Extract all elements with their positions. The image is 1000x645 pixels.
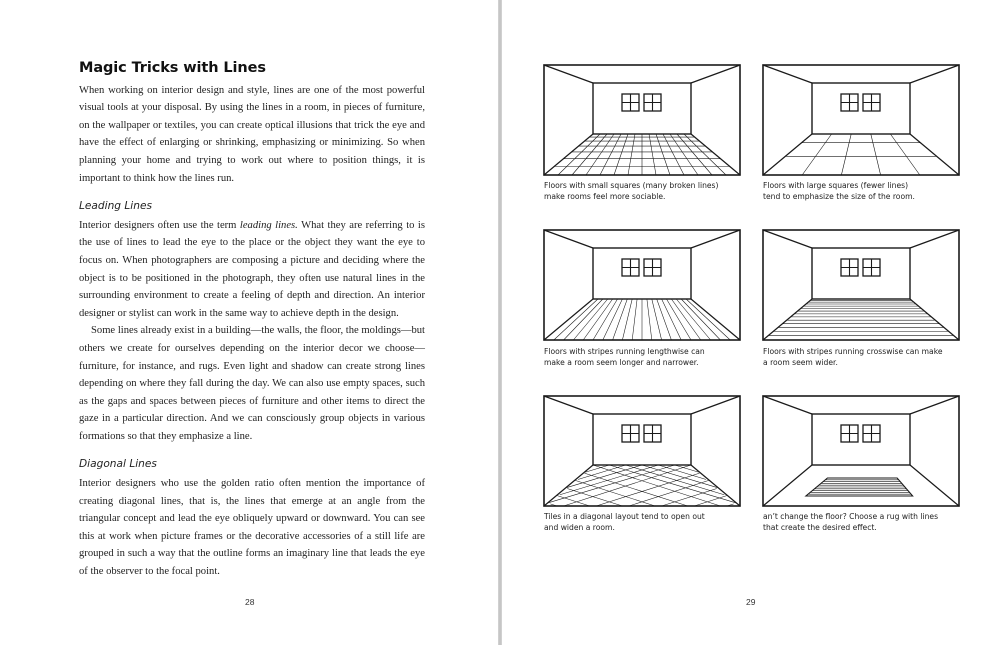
caption-line: that create the desired effect. <box>763 523 877 532</box>
left-page <box>0 0 498 645</box>
room-illustration-small-squares <box>543 64 741 176</box>
page-title: Magic Tricks with Lines <box>79 60 266 76</box>
figure-caption <box>763 180 963 202</box>
room-drawing <box>762 64 960 176</box>
caption-line: Floors with small squares (many broken lines) <box>544 181 719 190</box>
page-number-right: 29 <box>746 597 756 607</box>
left-page-text <box>79 60 425 581</box>
figure-caption <box>544 346 744 368</box>
room-illustration-diagonal-tiles <box>543 395 741 507</box>
diagonal-lines-heading: Diagonal Lines <box>79 458 157 471</box>
caption-line: make rooms feel more sociable. <box>544 192 666 201</box>
leading-lines-heading: Leading Lines <box>79 200 152 213</box>
caption-line: and widen a room. <box>544 523 615 532</box>
room-illustration-lengthwise-stripes <box>543 229 741 341</box>
diagonal-lines-paragraph: Interior designers who use the golden ratio often mention the importance of creating diagonal lines, that is, the lines that emerge at an angle from the triangular concept and lead the eye obliquely upward or downward. You can see this at work when picture frames or the decorative accessories of a still life are grouped in such a way that the outline forms an imaginary line that leads the eye of the observer to the focal point. <box>79 478 425 578</box>
room-drawing <box>543 229 741 341</box>
room-drawing <box>762 229 960 341</box>
right-page <box>502 0 1000 645</box>
caption-line: Floors with stripes running lengthwise can <box>544 347 705 356</box>
caption-line: an’t change the floor? Choose a rug with lines <box>763 512 939 521</box>
caption-line: a room seem wider. <box>763 358 838 367</box>
figure-caption <box>763 346 963 368</box>
caption-line: Tiles in a diagonal layout tend to open out <box>544 512 705 521</box>
leading-lines-term: leading lines. <box>239 219 298 231</box>
page-number-left: 28 <box>245 597 255 607</box>
room-drawing <box>543 64 741 176</box>
room-illustration-crosswise-stripes <box>762 229 960 341</box>
leading-p1-start: Interior designers often use the term <box>79 219 240 231</box>
room-illustration-large-squares <box>762 64 960 176</box>
room-drawing <box>762 395 960 507</box>
caption-line: Floors with large squares (fewer lines) <box>763 181 909 190</box>
room-illustration-rug <box>762 395 960 507</box>
figure-caption <box>763 511 963 533</box>
figure-caption <box>544 180 744 202</box>
caption-line: tend to emphasize the size of the room. <box>763 192 915 201</box>
room-drawing <box>543 395 741 507</box>
leading-lines-paragraph-2: Some lines already exist in a building—the walls, the floor, the moldings—but others we create for ourselves depending on the interior decor we choose—furniture, for instance, and rugs. Even light and shadow can create strong lines depending on where they fall during the day. We can also use empty spaces, such as the gaps and spaces between pieces of furniture and other items to direct the gaze in a particular direction. And we can consciously group objects in various formations so that they emphasize a line. <box>79 325 425 442</box>
caption-line: make a room seem longer and narrower. <box>544 358 699 367</box>
figure-caption <box>544 511 744 533</box>
leading-lines-paragraph-1 <box>79 217 425 323</box>
leading-p1-rest: What they are referring to is the use of lines to lead the eye to the place or the object they want the eye to focus on. When photographers are composing a picture and deciding where the object is to be positioned in the photograph, they often use natural lines in the surrounding environment to create a feeling of depth and direction. An interior designer or stylist can work in the same way to achieve depth in the design. <box>79 219 425 319</box>
intro-paragraph: When working on interior design and style, lines are one of the most powerful visual tools at your disposal. By using the lines in a room, in pieces of furniture, on the wallpaper or textiles, you can create optical illusions that trick the eye and have the effect of enlarging or shrinking, emphasizing or minimizing. So when planning your home and trying to work out where to position things, it is important to think how the lines run. <box>79 84 425 184</box>
caption-line: Floors with stripes running crosswise can make <box>763 347 943 356</box>
